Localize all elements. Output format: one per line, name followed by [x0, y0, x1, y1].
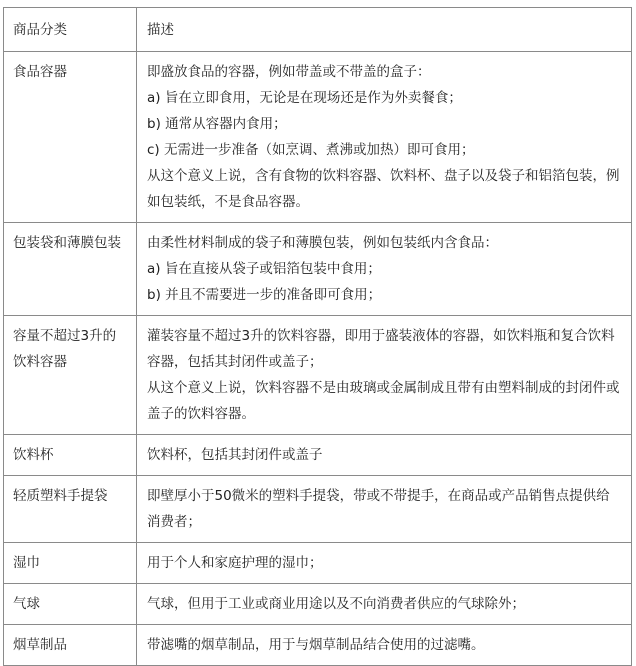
- table-row: [4, 584, 632, 625]
- description-line: a) 旨在立即食用，无论是在现场还是作为外卖餐食；: [147, 90, 462, 106]
- description-line: 从这个意义上说，饮料容器不是由玻璃或金属制成且带有由塑料制成的封闭件或盖子的饮料容器。: [147, 380, 620, 422]
- row-category: 轻质塑料手提袋: [4, 476, 137, 543]
- row-category: 烟草制品: [4, 625, 137, 666]
- table-row: [4, 52, 632, 223]
- description-line: 用于个人和家庭护理的湿巾；: [147, 555, 323, 571]
- description-line: 带滤嘴的烟草制品，用于与烟草制品结合使用的过滤嘴。: [147, 637, 485, 653]
- table-row: [4, 435, 632, 476]
- row-category: 饮料杯: [4, 435, 137, 476]
- row-description: [137, 625, 632, 666]
- row-description: [137, 476, 632, 543]
- description-line: 由柔性材料制成的袋子和薄膜包装，例如包装纸内含食品：: [147, 235, 498, 251]
- description-line: 从这个意义上说，含有食物的饮料容器、饮料杯、盘子以及袋子和铝箔包装，例如包装纸，不是食品容器。: [147, 168, 620, 210]
- row-category: 气球: [4, 584, 137, 625]
- table-row: [4, 223, 632, 316]
- description-line: 饮料杯，包括其封闭件或盖子: [147, 447, 323, 463]
- row-description: [137, 223, 632, 316]
- row-category: 湿巾: [4, 543, 137, 584]
- row-description: [137, 435, 632, 476]
- row-category: 食品容器: [4, 52, 137, 223]
- description-line: c) 无需进一步准备（如烹调、煮沸或加热）即可食用；: [147, 142, 475, 158]
- row-description: [137, 316, 632, 435]
- table-row: [4, 625, 632, 666]
- description-line: b) 并且不需要进一步的准备即可食用；: [147, 287, 382, 303]
- header-description: 描述: [137, 8, 632, 52]
- table-row: [4, 316, 632, 435]
- table-row: [4, 476, 632, 543]
- description-line: a) 旨在直接从袋子或铝箔包装中食用；: [147, 261, 381, 277]
- description-line: 灌装容量不超过3升的饮料容器，即用于盛装液体的容器，如饮料瓶和复合饮料容器，包括其封闭件或盖子；: [147, 328, 615, 370]
- row-category: 容量不超过3升的饮料容器: [4, 316, 137, 435]
- table-header-row: [4, 8, 632, 52]
- row-description: [137, 543, 632, 584]
- table-row: [4, 543, 632, 584]
- header-category: 商品分类: [4, 8, 137, 52]
- description-line: b) 通常从容器内食用；: [147, 116, 287, 132]
- row-category: 包装袋和薄膜包装: [4, 223, 137, 316]
- description-line: 气球，但用于工业或商业用途以及不向消费者供应的气球除外；: [147, 596, 525, 612]
- description-line: 即盛放食品的容器，例如带盖或不带盖的盒子：: [147, 64, 431, 80]
- description-line: 即壁厚小于50微米的塑料手提袋，带或不带提手，在商品或产品销售点提供给消费者；: [147, 488, 610, 530]
- row-description: [137, 52, 632, 223]
- product-category-table-container: [3, 7, 632, 666]
- product-category-table: [3, 7, 632, 666]
- row-description: [137, 584, 632, 625]
